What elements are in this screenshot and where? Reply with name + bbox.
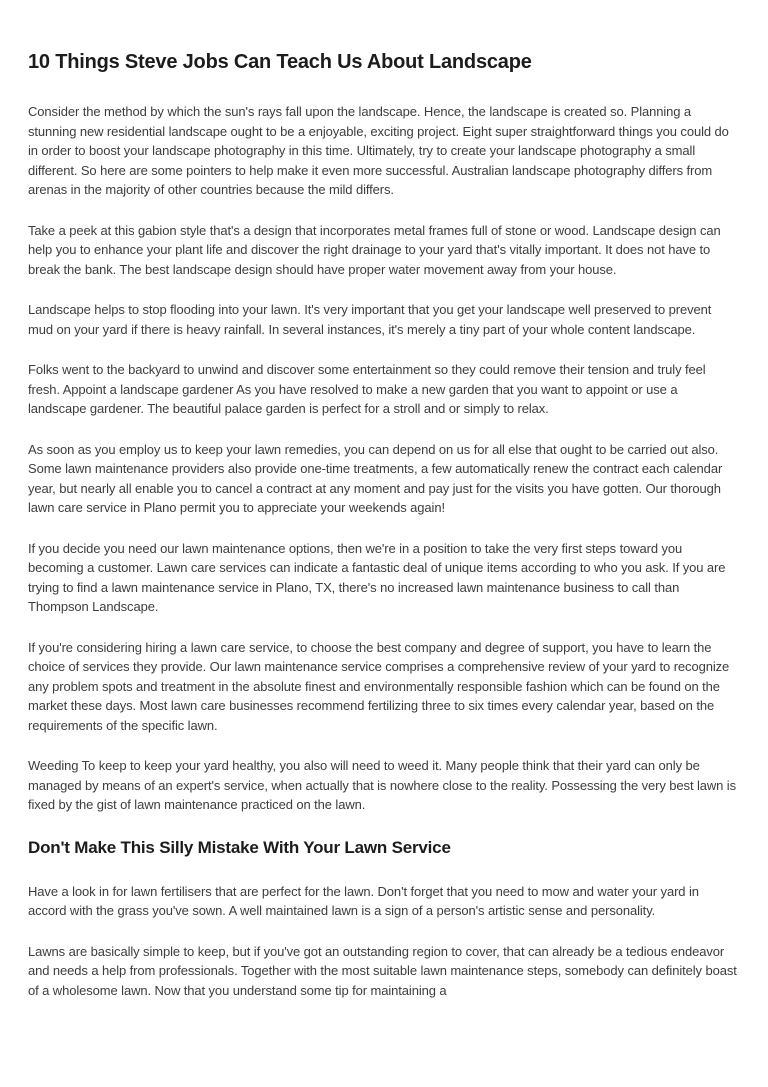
article-paragraph-10: Lawns are basically simple to keep, but if you've got an outstanding region to cover, that can already be a tedious endeavor and needs a help from professionals. Together with the most suitable lawn maintenance steps, somebody can definitely boast of a wholesome lawn. Now that you understand some tip for maintaining a — [28, 943, 737, 998]
article-paragraph-8: Weeding To keep to keep your yard healthy, you also will need to weed it. Many people think that their yard can only be managed by means of an expert's service, when actually that is nowhere close to the reality. Possessing the very best lawn is fixed by the gist of lawn maintenance practiced on the lawn. — [28, 758, 736, 812]
article-paragraph-4: Folks went to the backyard to unwind and discover some entertainment so they could remove their tension and truly feel fresh. Appoint a landscape gardener As you have resolved to make a new garden that you want to appoint or use a landscape gardener. The beautiful palace garden is perfect for a stroll and or simply to relax. — [28, 362, 706, 416]
article-paragraph-7: If you're considering hiring a lawn care service, to choose the best company and degree of support, you have to learn the choice of services they provide. Our lawn maintenance service comprises a comprehensive review of your yard to recognize any problem spots and treatment in the absolute finest and environmentally responsible fashion which can be found on the market these days. Most lawn care businesses recommend fertilizing three to six times every calendar year, based on the requirements of the specific lawn. — [28, 639, 730, 733]
article-title: 10 Things Steve Jobs Can Teach Us About Landscape — [28, 51, 532, 73]
article-paragraph-1: Consider the method by which the sun's rays fall upon the landscape. Hence, the landscape is created so. Planning a stunning new residential landscape ought to be a enjoyable, exciting project. Eight super straightforward things you could do in order to boost your landscape photography in this time. Ultimately, try to create your landscape photography a small different. So here are some pointers to help make it even more successful. Australian landscape photography differs from arenas in the majority of other countries because the mild differs. — [28, 104, 729, 197]
article-paragraph-6: If you decide you need our lawn maintenance options, then we're in a position to take the very first steps toward you becoming a customer. Lawn care services can indicate a fantastic deal of unique items according to who you ask. If you are trying to find a lawn maintenance service in Plano, TX, there's no increased lawn maintenance business to call than Thompson Landscape. — [28, 540, 726, 614]
article-paragraph-3: Landscape helps to stop flooding into your lawn. It's very important that you get your landscape well preserved to prevent mud on your yard if there is heavy rainfall. In several instances, it's merely a tiny part of your whole content landscape. — [28, 302, 712, 337]
article-subheading: Don't Make This Silly Mistake With Your Lawn Service — [28, 837, 451, 857]
article-paragraph-2: Take a peek at this gabion style that's a design that incorporates metal frames full of stone or wood. Landscape design can help you to enhance your plant life and discover the right drainage to your yard that's vitally important. It does not have to break the bank. The best landscape design should have proper water movement away from your house. — [28, 222, 721, 277]
article-paragraph-9: Have a look in for lawn fertilisers that are perfect for the lawn. Don't forget that you need to mow and water your yard in accord with the grass you've sown. A well maintained lawn is a sign of a person's artistic sense and personality. — [28, 883, 699, 918]
article-paragraph-5: As soon as you employ us to keep your lawn remedies, you can depend on us for all else that ought to be carried out also. Some lawn maintenance providers also provide one-time treatments, a few automatically renew the contract each calendar year, but nearly all enable you to cancel a contract at any moment and pay just for the visits you have gotten. Our thorough lawn care service in Plano permit you to appreciate your weekends again! — [28, 441, 723, 515]
